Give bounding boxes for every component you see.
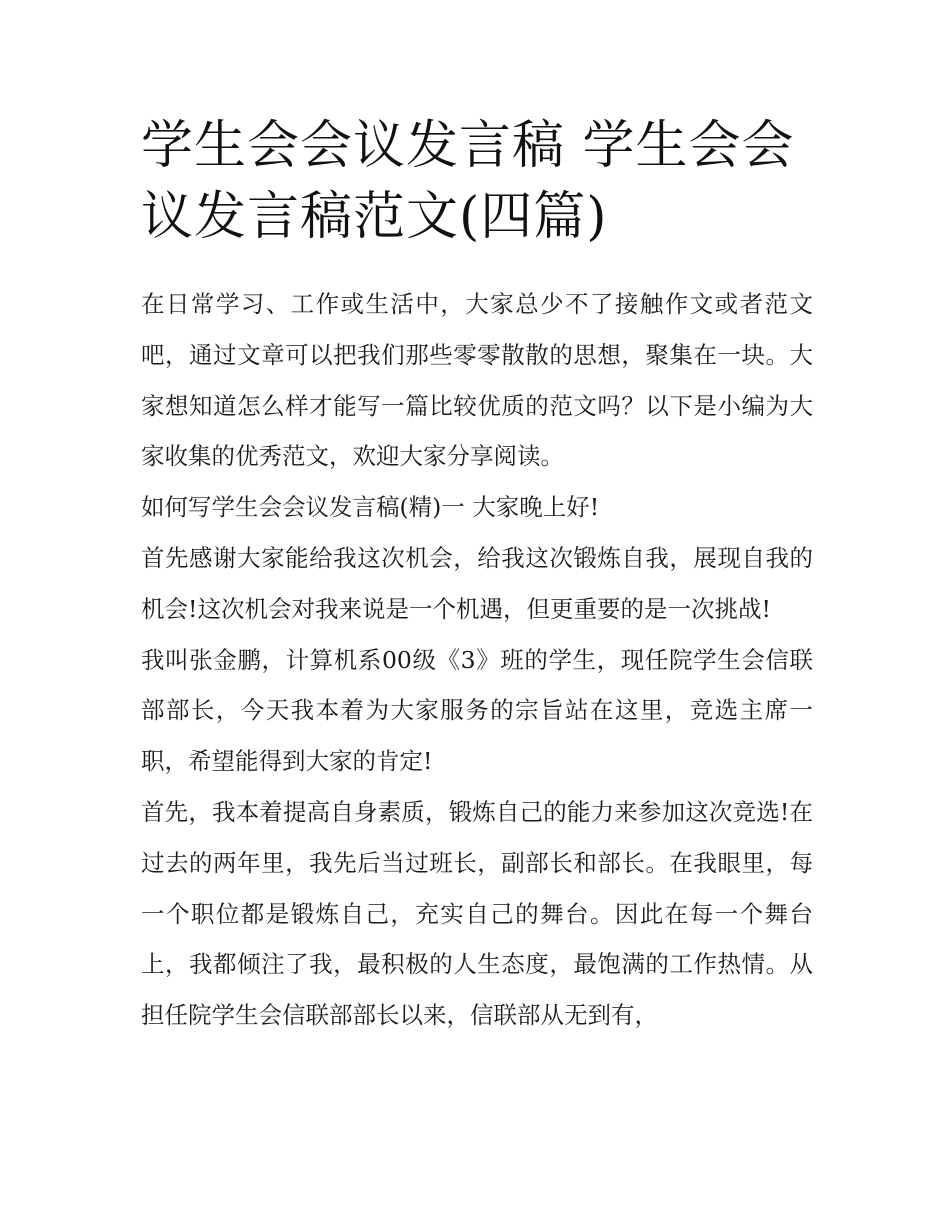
document-body: [141, 279, 813, 1041]
paragraph-greeting: 如何写学生会会议发言稿(精)一 大家晚上好!: [141, 493, 600, 522]
paragraph-thanks: 首先感谢大家能给我这次机会，给我这次锻炼自我，展现自我的机会!这次机会对我来说是一个机遇，但更重要的是一次挑战!: [141, 543, 813, 623]
page-title: 学生会会议发言稿 学生会会议发言稿范文(四篇): [141, 116, 795, 247]
paragraph-experience: 首先，我本着提高自身素质，锻炼自己的能力来参加这次竞选!在过去的两年里，我先后当过班长，副部长和部长。在我眼里，每一个职位都是锻炼自己，充实自己的舞台。因此在每一个舞台上，我都倾注了我，最积极的人生态度，最饱满的工作热情。从担任院学生会信联部部长以来，信联部从无到有，: [141, 797, 813, 1030]
paragraph-intro: 在日常学习、工作或生活中，大家总少不了接触作文或者范文吧，通过文章可以把我们那些零零散散的思想，聚集在一块。大家想知道怎么样才能写一篇比较优质的范文吗？以下是小编为大家收集的优秀范文，欢迎大家分享阅读。: [141, 290, 813, 471]
paragraph-self-introduction: 我叫张金鹏，计算机系00级《3》班的学生，现任院学生会信联部部长，今天我本着为大家服务的宗旨站在这里，竞选主席一职，希望能得到大家的肯定!: [141, 645, 813, 776]
